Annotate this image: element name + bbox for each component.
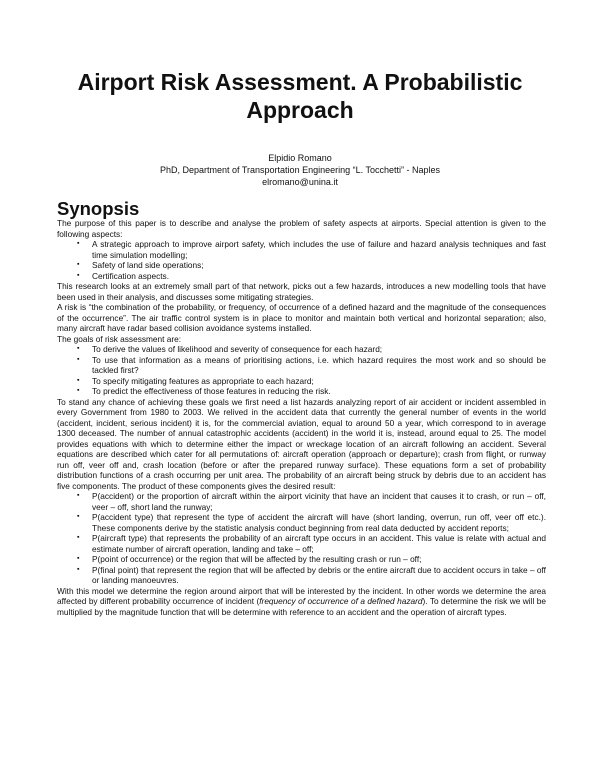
square-bullet-icon: ▪: [77, 513, 80, 520]
author-affiliation: PhD, Department of Transportation Engineering “L. Tocchetti” - Naples: [160, 165, 440, 175]
author-block: [40, 152, 560, 188]
square-bullet-icon: ▪: [77, 492, 80, 499]
paragraph-model: To stand any chance of achieving these goals we first need a list hazards analyzing report of air accident or incident assembled in every Government from 1980 to 2003. We relived in the accident data that currently the general number of events in the world (accident, incident, serious incident) it is, for the commercial aviation, equal to around 50 a year, which correspond to in average 1300 deceased. The number of annual catastrophic accidents (accident) in the world it is, instead, around equal to 25. The model provides equations with which to determine either the impact or wreckage location of an aircraft following an accident. Several equations are described which cater for all permutations of: aircraft operation (approach or departure); crash from flight, or runway run off, veer off and, crash location (before or after the prepared runway surface). These equations form a set of probability distribution functions of a crash occurring per unit area. The probability of an aircraft being struck by debris due to an accident has five components. The product of these components gives the desired result:: [57, 396, 546, 491]
square-bullet-icon: ▪: [77, 271, 80, 279]
list-item: ▪ To specify mitigating features as appropriate to each hazard;: [77, 375, 314, 386]
list-item: ▪ P(point of occurrence) or the region that will be affected by the resulting crash or run – off;: [77, 554, 422, 564]
list-item: ▪ To derive the values of likelihood and severity of consequence for each hazard;: [77, 344, 383, 354]
paragraph-intro: The purpose of this paper is to describe and analyse the problem of safety aspects at airports. Special attention is given to the following aspects:: [57, 218, 546, 239]
author-email: elromano@unina.it: [262, 177, 338, 187]
paper-title: Airport Risk Assessment. A Probabilistic Approach: [77, 69, 523, 123]
square-bullet-icon: ▪: [77, 555, 80, 562]
paragraph-conclusion: With this model we determine the region around airport that will be interested by the incident. In other words we determine the area affected by different probability occurrence of incident (frequency of occurrence of a defined hazard). To determine the risk we will be multiplied by the magnitude function that will be determine with reference to an accident and the operation of aircraft types.: [57, 585, 546, 617]
square-bullet-icon: ▪: [77, 376, 80, 384]
author-name: Elpidio Romano: [268, 153, 332, 163]
square-bullet-icon: ▪: [77, 565, 80, 573]
paragraph-goals-intro: The goals of risk assessment are:: [57, 333, 182, 344]
square-bullet-icon: ▪: [77, 240, 80, 247]
list-item: ▪ P(accident type) that represent the type of accident the aircraft will have (short landing, overrun, run off, veer off etc.). These components derive by the statistic analysis conduct beginning from real data deducted by accident reports;: [77, 512, 546, 533]
goals-list: [57, 344, 546, 397]
paragraph-research: This research looks at an extremely small part of that network, picks out a few hazards, introduces a new modelling tools that have been used in their analysis, and discusses some mitigating strategies.: [57, 281, 546, 302]
list-item: ▪ P(aircraft type) that represents the probability of an aircraft type occurs in an accident. This value is relate with actual and estimate number of aircraft operation, landing and take – off;: [77, 533, 546, 554]
list-item: ▪ To use that information as a means of prioritising actions, i.e. which hazard requires the most work and so should be tackled first?: [77, 354, 546, 375]
square-bullet-icon: ▪: [77, 387, 80, 394]
list-item: ▪ P(accident) or the proportion of aircraft within the airport vicinity that have an incident that causes it to crash, or run – off, veer – off, short land the runway;: [77, 491, 546, 512]
synopsis-body: [57, 218, 546, 617]
square-bullet-icon: ▪: [77, 534, 80, 541]
paragraph-risk-definition: A risk is “the combination of the probability, or frequency, of occurrence of a defined hazard and the magnitude of the consequences of the occurrence”. The air traffic control system is in place to monitor and maintain both vertical and horizontal separation; also, many aircraft have radar based collision avoidance systems installed.: [57, 302, 546, 333]
components-list: [57, 491, 546, 586]
square-bullet-icon: ▪: [77, 355, 80, 363]
list-item: ▪ Certification aspects.: [77, 270, 170, 281]
section-heading-synopsis: Synopsis: [57, 198, 140, 219]
list-item: ▪ P(final point) that represent the region that will be affected by debris or the entire aircraft due to accident occurs in take – off or landing manoeuvres.: [77, 564, 546, 585]
list-item: ▪ A strategic approach to improve airport safety, which includes the use of failure and hazard analysis techniques and fast time simulation modelling;: [77, 239, 546, 260]
list-item: ▪ To predict the effectiveness of those features in reducing the risk.: [77, 386, 331, 396]
square-bullet-icon: ▪: [77, 261, 80, 268]
italic-phrase: frequency of occurrence of a defined hazard: [259, 596, 423, 606]
square-bullet-icon: ▪: [77, 345, 80, 352]
aspects-list: [57, 239, 546, 281]
list-item: ▪ Safety of land side operations;: [77, 260, 204, 270]
